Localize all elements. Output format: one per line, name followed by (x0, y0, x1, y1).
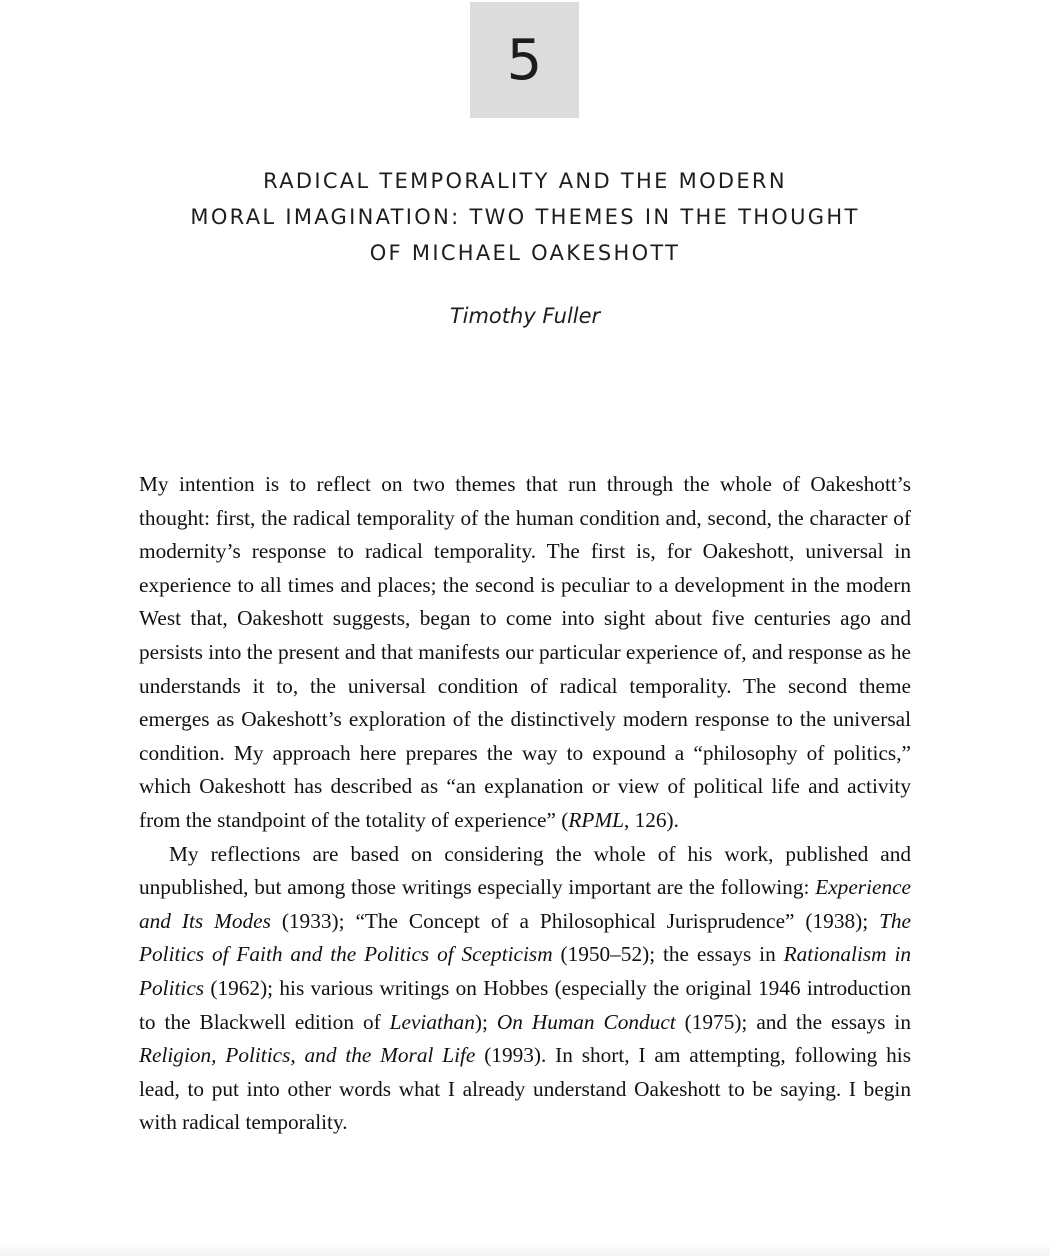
paragraph-2: My reflections are based on considering the whole of his work, published and unpublished, but among those writings especially important are the following: Experience and Its Modes (1933); “The Concept of a Philosophical Jurisprudence” (1938); The Politics of Faith and the Politics of Scepticism (1950–52); the essays in Rationalism in Politics (1962); his various writings on Hobbes (especially the original 1946 introduction to the Blackwell edition of Leviathan); On Human Conduct (1975); and the essays in Religion, Politics, and the Moral Life (1993). In short, I am attempting, following his lead, to put into other words what I already understand Oakeshott to be saying. I begin with radical temporality. (139, 841, 912, 1135)
chapter-body (139, 468, 911, 1140)
work-title: Rationalism in Politics (139, 942, 912, 1000)
paragraph-1-text: My intention is to reflect on two themes that run through the whole of Oakeshott’s thought: first, the radical temporality of the human condition and, second, the character of modernity’s response to radical temporality. The first is, for Oakeshott, universal in experience to all times and places; the second is peculiar to a development in the modern West that, Oakeshott suggests, began to come into sight about five centuries ago and persists into the present and that manifests our particular experience of, and response as he understands it to, the universal condition of radical temporality. The second theme emerges as Oakeshott’s exploration of the distinctively modern response to the universal condition. My approach here prepares the way to expound a “philosophy of politics,” which Oakeshott has described as “an explanation or view of political life and activity from the standpoint of the totality of experience” (139, 472, 911, 832)
page-bottom-edge (0, 1242, 1050, 1256)
work-title: Experience and Its Modes (139, 875, 911, 933)
chapter-title-line-1: RADICAL TEMPORALITY AND THE MODERN (263, 169, 787, 193)
author-name: Timothy Fuller (449, 304, 601, 328)
paragraph-1: My intention is to reflect on two themes that run through the whole of Oakeshott’s thought: first, the radical temporality of the human condition and, second, the character of modernity’s response to radical temporality. The first is, for Oakeshott, universal in experience to all times and places; the second is peculiar to a development in the modern West that, Oakeshott suggests, began to come into sight about five centuries ago and persists into the present and that manifests our particular experience of, and response as he understands it to, the universal condition of radical temporality. The second theme emerges as Oakeshott’s exploration of the distinctively modern response to the universal condition. My approach here prepares the way to expound a “philosophy of politics,” which Oakeshott has described as “an explanation or view of political life and activity from the standpoint of the totality of experience” (RPML, 126). (139, 472, 911, 832)
chapter-title (100, 163, 950, 271)
chapter-number-box (470, 2, 579, 118)
chapter-number: 5 (506, 27, 543, 93)
work-title: The Politics of Faith and the Politics of Scepticism (139, 908, 912, 967)
work-title: Religion, Politics, and the Moral Life (139, 1043, 476, 1068)
work-title: Leviathan (389, 1009, 475, 1034)
chapter-title-line-3: OF MICHAEL OAKESHOTT (369, 241, 681, 265)
work-title: On Human Conduct (496, 1009, 676, 1034)
chapter-title-line-2: MORAL IMAGINATION: TWO THEMES IN THE THOUGHT (190, 205, 860, 229)
citation-source: RPML (568, 807, 624, 832)
